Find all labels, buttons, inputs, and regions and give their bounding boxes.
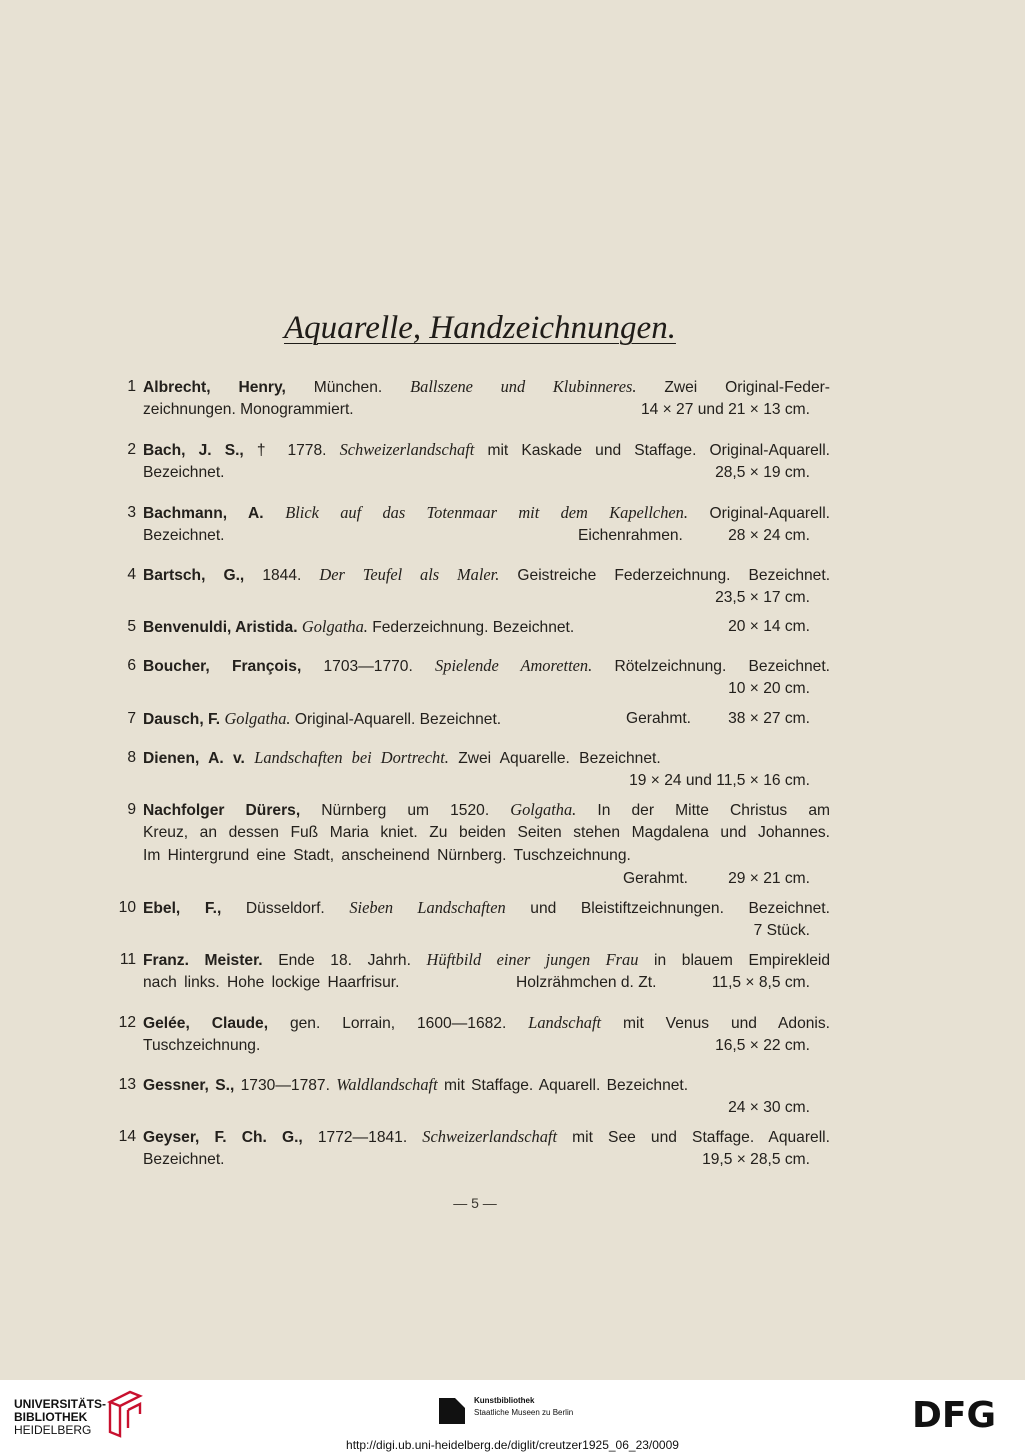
artist-name: Ebel, F., — [143, 900, 222, 917]
artist-name: Gelée, Claude, — [143, 1015, 269, 1032]
dimensions: 23,5 × 17 cm. — [715, 589, 810, 606]
dimensions: 19,5 × 28,5 cm. — [702, 1151, 810, 1168]
entry-text: Bezeichnet. — [143, 464, 225, 481]
kb-line-2: Staatliche Museen zu Berlin — [474, 1408, 574, 1417]
catalog-entry-13 — [110, 1073, 830, 1119]
artwork-title: Landschaft — [528, 1013, 602, 1032]
entry-number: 6 — [127, 657, 136, 674]
dimensions: 24 × 30 cm. — [728, 1099, 810, 1116]
entry-text: 1772—1841. — [302, 1129, 423, 1146]
ub-line-2: BIBLIOTHEK — [14, 1410, 88, 1424]
entry-text: Zwei Original-Feder- — [636, 379, 831, 396]
catalog-entry-5 — [110, 615, 830, 638]
entry-number: 12 — [118, 1014, 136, 1031]
catalog-entry-7 — [110, 707, 830, 730]
entry-text: Geistreiche Federzeichnung. Bezeichnet. — [499, 567, 831, 584]
dfg-logo-icon — [912, 1396, 1012, 1432]
artwork-title: Landschaften bei Dortrecht. — [254, 748, 449, 767]
entry-text: Tuschzeichnung. — [143, 1037, 261, 1054]
artwork-title: Golgatha. — [301, 617, 368, 636]
entry-number: 1 — [127, 378, 136, 395]
entry-text: zeichnungen. Monogrammiert. — [143, 401, 354, 418]
entry-number: 7 — [127, 710, 136, 727]
dimensions: 20 × 14 cm. — [728, 618, 810, 635]
entry-number: 3 — [127, 504, 136, 521]
entry-text: Original-Aquarell. Bezeichnet. — [290, 711, 502, 728]
frame-note: Holzrähmchen d. Zt. — [516, 974, 657, 991]
entry-number: 4 — [127, 566, 136, 583]
entry-text: und Bleistiftzeichnungen. Bezeichnet. — [505, 900, 830, 917]
entry-text: 1844. — [244, 567, 320, 584]
artwork-title: Der Teufel als Maler. — [319, 565, 500, 584]
ub-line-3: HEIDELBERG — [14, 1423, 92, 1437]
entry-text: Düsseldorf. — [221, 900, 350, 917]
artwork-title: Schweizerlandschaft — [339, 440, 475, 459]
catalog-entry-1 — [110, 375, 830, 421]
entry-text: Federzeichnung. Bezeichnet. — [367, 619, 575, 636]
entry-text: 1703—1770. — [301, 658, 436, 675]
artist-name: Franz. Meister. — [143, 952, 263, 969]
artwork-title: Hüftbild einer jungen Frau — [426, 950, 639, 969]
dimensions: 11,5 × 8,5 cm. — [711, 974, 810, 991]
artist-name: Gessner, S., — [143, 1077, 235, 1094]
entry-text — [264, 505, 286, 522]
dimensions: 29 × 21 cm. — [728, 870, 810, 887]
ub-heidelberg-logo-icon — [100, 1388, 144, 1438]
dimensions: 38 × 27 cm. — [728, 710, 810, 727]
artist-name: Benvenuldi, Aristida. — [143, 619, 298, 636]
entry-number: 8 — [127, 749, 136, 766]
catalog-entry-6 — [110, 654, 830, 700]
dimensions: 14 × 27 und 21 × 13 cm. — [640, 401, 810, 418]
artist-name: Boucher, François, — [143, 658, 302, 675]
kunstbibliothek-wordmark — [474, 1395, 573, 1419]
dimensions: 16,5 × 22 cm. — [715, 1037, 810, 1054]
page-number: — 5 — — [453, 1195, 497, 1211]
artwork-title: Golgatha. — [510, 800, 577, 819]
entry-number: 5 — [127, 618, 136, 635]
entry-text: Im Hintergrund eine Stadt, anscheinend Nürnberg. Tuschzeichnung. — [143, 847, 631, 864]
entry-text: Nürnberg um 1520. — [300, 802, 511, 819]
digitization-footer — [0, 1380, 1025, 1454]
artist-name: Geyser, F. Ch. G., — [143, 1129, 303, 1146]
dfg-logo-text: DFG — [912, 1396, 997, 1432]
artist-name: Bachmann, A. — [143, 505, 264, 522]
entry-text: Bezeichnet. — [143, 1151, 225, 1168]
catalog-entry-12 — [110, 1011, 830, 1057]
entry-text: mit Staffage. Aquarell. Bezeichnet. — [437, 1077, 689, 1094]
frame-note: Eichenrahmen. — [578, 527, 683, 544]
artwork-title: Schweizerlandschaft — [422, 1127, 558, 1146]
dimensions: 19 × 24 und 11,5 × 16 cm. — [629, 772, 810, 789]
entry-number: 9 — [127, 801, 136, 818]
entry-text: gen. Lorrain, 1600—1682. — [268, 1015, 529, 1032]
artist-name: Albrecht, Henry, — [143, 379, 286, 396]
artist-name: Bach, J. S., — [143, 442, 244, 459]
entry-text: 1730—1787. — [234, 1077, 337, 1094]
entry-text — [245, 750, 254, 767]
artwork-title: Golgatha. — [224, 709, 291, 728]
dimensions: 10 × 20 cm. — [728, 680, 810, 697]
entry-text: † 1778. — [243, 442, 340, 459]
artwork-title: Spielende Amoretten. — [435, 656, 593, 675]
artist-name: Dienen, A. v. — [143, 750, 245, 767]
dimensions: 28,5 × 19 cm. — [715, 464, 810, 481]
artwork-title: Blick auf das Totenmaar mit dem Kapellchen. — [285, 503, 688, 522]
entry-text: Rötelzeichnung. Bezeichnet. — [592, 658, 831, 675]
kb-line-1: Kunstbibliothek — [474, 1396, 535, 1405]
entry-text: mit Kaskade und Staffage. Original-Aquarell. — [474, 442, 830, 459]
frame-note: Gerahmt. — [626, 710, 691, 727]
catalog-entry-10 — [110, 896, 830, 942]
entry-text: Original-Aquarell. — [687, 505, 830, 522]
entry-number: 10 — [118, 899, 136, 916]
kunstbibliothek-logo-icon — [437, 1396, 467, 1426]
entry-number: 2 — [127, 441, 136, 458]
artwork-title: Sieben Landschaften — [349, 898, 506, 917]
catalog-entry-9 — [110, 798, 830, 890]
entry-number: 13 — [118, 1076, 136, 1093]
entry-text: In der Mitte Christus am — [576, 802, 830, 819]
source-url: http://digi.ub.uni-heidelberg.de/diglit/creutzer1925_06_23/0009 — [346, 1438, 679, 1452]
entry-number: 14 — [118, 1128, 136, 1145]
entry-text: Zwei Aquarelle. Bezeichnet. — [448, 750, 661, 767]
entry-text: nach links. Hohe lockige Haarfrisur. — [143, 974, 400, 991]
artist-name: Dausch, F. — [143, 711, 221, 728]
catalog-entry-2 — [110, 438, 830, 484]
entry-text: mit Venus und Adonis. — [601, 1015, 831, 1032]
ub-heidelberg-wordmark — [14, 1398, 106, 1437]
artwork-title: Waldlandschaft — [336, 1075, 438, 1094]
artwork-title: Ballszene und Klubinneres. — [410, 377, 637, 396]
catalog-entry-8 — [110, 746, 830, 792]
entry-text: Ende 18. Jahrh. — [262, 952, 427, 969]
artist-name: Nachfolger Dürers, — [143, 802, 301, 819]
catalog-entry-14 — [110, 1125, 830, 1171]
item-count: 7 Stück. — [753, 922, 810, 939]
catalog-entry-4 — [110, 563, 830, 609]
entry-text: Bezeichnet. — [143, 527, 225, 544]
catalog-entry-11 — [110, 948, 830, 994]
entry-text: München. — [285, 379, 411, 396]
entry-text: mit See und Staffage. Aquarell. — [557, 1129, 830, 1146]
artist-name: Bartsch, G., — [143, 567, 245, 584]
entry-number: 11 — [119, 951, 136, 968]
ub-line-1: UNIVERSITÄTS- — [14, 1397, 107, 1411]
frame-note: Gerahmt. — [623, 870, 688, 887]
page-heading: Aquarelle, Handzeichnungen. — [284, 310, 676, 346]
entry-text: in blauem Empirekleid — [638, 952, 831, 969]
entry-text: Kreuz, an dessen Fuß Maria kniet. Zu beiden Seiten stehen Magdalena und Johannes. — [143, 824, 830, 841]
catalog-entry-3 — [110, 501, 830, 547]
dimensions: 28 × 24 cm. — [728, 527, 810, 544]
